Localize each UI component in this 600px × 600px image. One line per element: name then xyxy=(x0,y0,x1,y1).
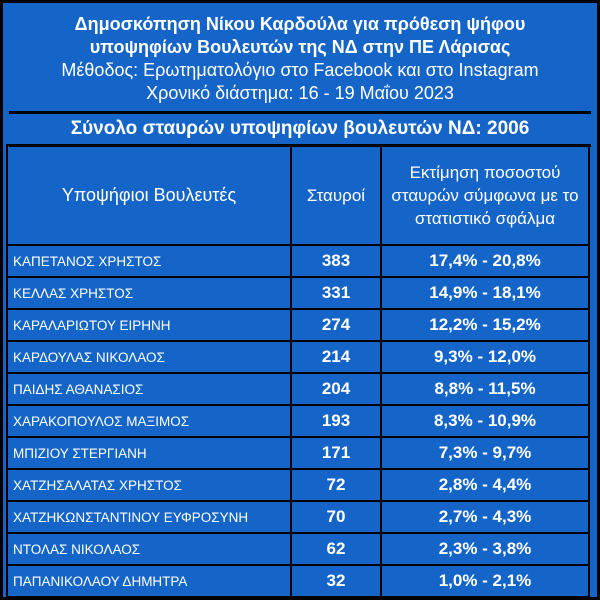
candidate-votes: 62 xyxy=(291,533,381,565)
candidate-votes: 171 xyxy=(291,437,381,469)
table-row xyxy=(7,309,589,341)
method-text: Μέθοδος: Ερωτηματολόγιο στο Facebook και στο Instagram xyxy=(61,60,539,80)
candidate-votes: 70 xyxy=(291,501,381,533)
candidate-name: ΚΑΠΕΤΑΝΟΣ ΧΡΗΣΤΟΣ xyxy=(7,245,291,277)
candidate-range: 2,8% - 4,4% xyxy=(381,469,589,501)
candidate-range: 9,3% - 12,0% xyxy=(381,341,589,373)
candidate-votes: 214 xyxy=(291,341,381,373)
title-line-1: Δημοσκόπηση Νίκου Καρδούλα για πρόθεση ψήφου xyxy=(74,14,526,34)
title-line-2: υποψηφίων Βουλευτών της ΝΔ στην ΠΕ Λάρισας xyxy=(89,37,511,57)
candidate-name: ΠΑΙΔΗΣ ΑΘΑΝΑΣΙΟΣ xyxy=(7,373,291,405)
candidate-range: 12,2% - 15,2% xyxy=(381,309,589,341)
header-votes: Σταυροί xyxy=(291,145,381,245)
candidate-range: 8,3% - 10,9% xyxy=(381,405,589,437)
table-row xyxy=(7,469,589,501)
candidate-range: 2,7% - 4,3% xyxy=(381,501,589,533)
candidate-range: 1,0% - 2,1% xyxy=(381,565,589,597)
poll-header xyxy=(9,9,591,114)
candidates-table xyxy=(6,144,590,598)
table-header-row xyxy=(7,145,589,245)
candidate-name: ΧΑΤΖΗΚΩΝΣΤΑΝΤΙΝΟΥ ΕΥΦΡΟΣΥΝΗ xyxy=(7,501,291,533)
candidate-votes: 274 xyxy=(291,309,381,341)
candidate-name: ΝΤΟΛΑΣ ΝΙΚΟΛΑΟΣ xyxy=(7,533,291,565)
table-row xyxy=(7,533,589,565)
header-candidates: Υποψήφιοι Βουλευτές xyxy=(7,145,291,245)
table-row xyxy=(7,501,589,533)
header-range: Εκτίμηση ποσοστού σταυρών σύμφωνα με το στατιστικό σφάλμα xyxy=(381,145,589,245)
candidate-name: ΠΑΠΑΝΙΚΟΛΑΟΥ ΔΗΜΗΤΡΑ xyxy=(7,565,291,597)
candidate-votes: 331 xyxy=(291,277,381,309)
table-row xyxy=(7,565,589,597)
candidate-name: ΚΕΛΛΑΣ ΧΡΗΣΤΟΣ xyxy=(7,277,291,309)
table-row xyxy=(7,245,589,277)
candidate-name: ΧΑΡΑΚΟΠΟΥΛΟΣ ΜΑΞΙΜΟΣ xyxy=(7,405,291,437)
period-text: Χρονικό διάστημα: 16 - 19 Μαΐου 2023 xyxy=(146,83,454,103)
candidate-name: ΚΑΡΔΟΥΛΑΣ ΝΙΚΟΛΑΟΣ xyxy=(7,341,291,373)
candidate-name: ΚΑΡΑΛΑΡΙΩΤΟΥ ΕΙΡΗΝΗ xyxy=(7,309,291,341)
candidate-votes: 32 xyxy=(291,565,381,597)
candidate-range: 7,3% - 9,7% xyxy=(381,437,589,469)
candidate-votes: 204 xyxy=(291,373,381,405)
candidate-range: 14,9% - 18,1% xyxy=(381,277,589,309)
table-row xyxy=(7,437,589,469)
candidate-votes: 383 xyxy=(291,245,381,277)
total-votes-banner: Σύνολο σταυρών υποψηφίων βουλευτών ΝΔ: 2006 xyxy=(9,114,591,147)
table-row xyxy=(7,277,589,309)
table-row xyxy=(7,341,589,373)
candidate-range: 17,4% - 20,8% xyxy=(381,245,589,277)
candidate-votes: 193 xyxy=(291,405,381,437)
table-row xyxy=(7,373,589,405)
table-row xyxy=(7,405,589,437)
candidate-votes: 72 xyxy=(291,469,381,501)
candidate-name: ΧΑΤΖΗΣΑΛΑΤΑΣ ΧΡΗΣΤΟΣ xyxy=(7,469,291,501)
candidate-range: 8,8% - 11,5% xyxy=(381,373,589,405)
candidate-name: ΜΠΙΖΙΟΥ ΣΤΕΡΓΙΑΝΗ xyxy=(7,437,291,469)
candidate-range: 2,3% - 3,8% xyxy=(381,533,589,565)
